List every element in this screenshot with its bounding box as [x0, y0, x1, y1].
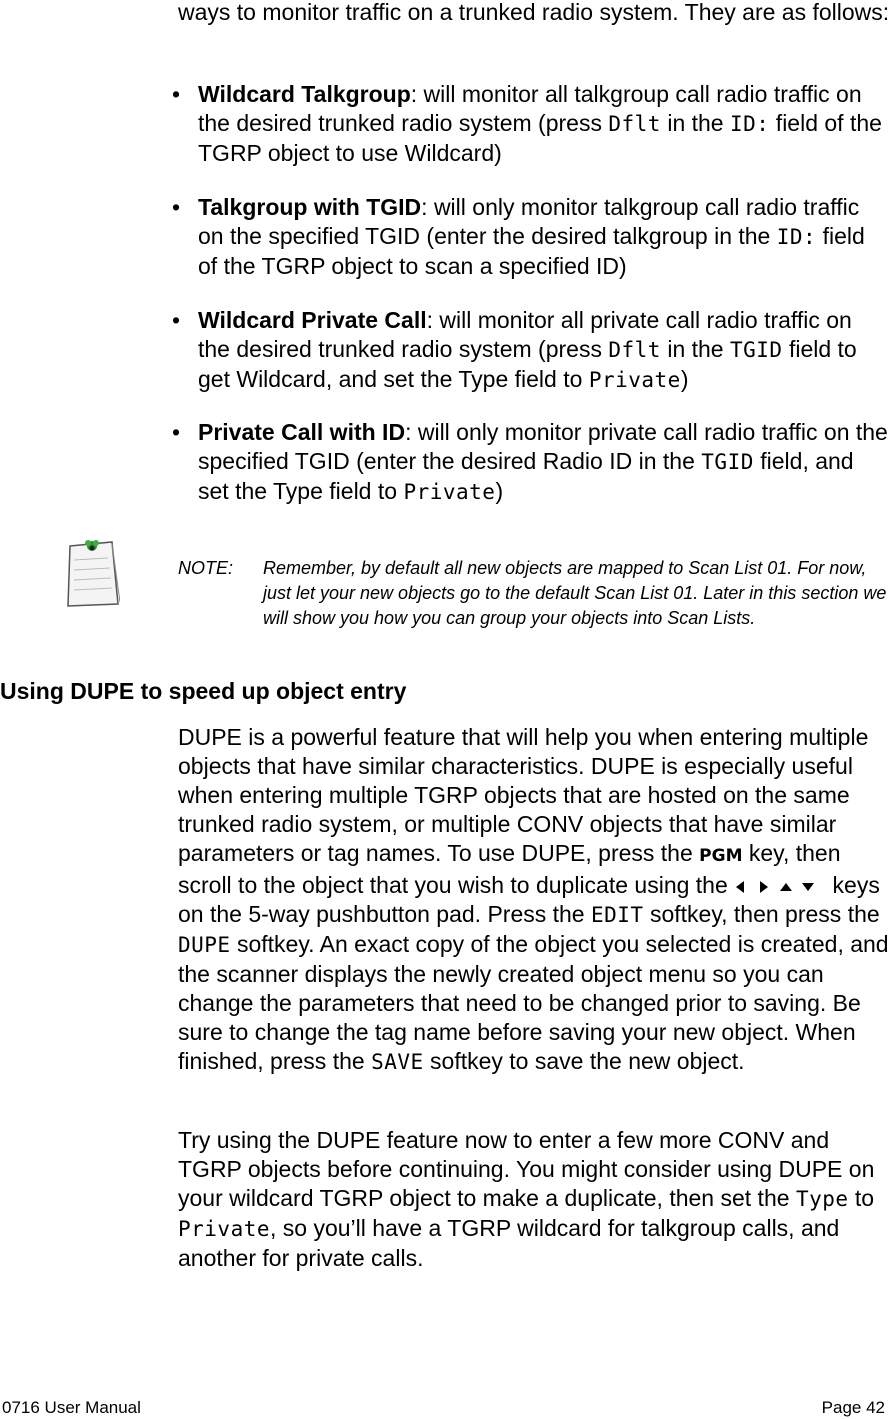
section-heading: Using DUPE to speed up object entry: [0, 678, 407, 704]
para-text: keys on the 5-way pushbutton pad. Press the: [178, 872, 880, 927]
bullet-text: : will monitor all private call radio traffic on the desired trunked radio system (press: [198, 307, 852, 362]
bullet-wildcard-talkgroup: [172, 80, 890, 168]
bullet-text: ): [680, 366, 689, 392]
note-block: [178, 556, 890, 631]
intro-paragraph: ways to monitor traffic on a trunked radio system. They are as follows:: [178, 0, 890, 25]
bullet-text: field of the TGRP object to use Wildcard): [198, 110, 882, 166]
note-paper-icon: [64, 536, 120, 610]
lcd-dupe: DUPE: [178, 933, 231, 957]
bullet-dot: •: [172, 307, 181, 333]
bullet-dot: •: [172, 194, 181, 220]
lcd-id: ID:: [776, 225, 817, 249]
dupe-paragraph: [178, 723, 890, 1077]
para-text: Try using the DUPE feature now to enter a few more CONV and TGRP objects before continuing. You might consider using DUPE on your wildcard TGRP object to make a duplicate, then set the: [178, 1127, 875, 1211]
bullet-term: Wildcard Talkgroup: [198, 81, 411, 107]
lcd-private: Private: [588, 368, 681, 392]
note-text: Remember, by default all new objects are mapped to Scan List 01. For now, just let your new objects go to the default Scan List 01. Later in this section we will show you how you can group your objects into Scan Lists.: [263, 558, 887, 628]
bullet-term: Talkgroup with TGID: [198, 194, 422, 220]
bullet-private-call-with-id: [172, 418, 890, 507]
bullet-text: field of the TGRP object to scan a specified ID): [198, 223, 865, 279]
lcd-tgid: TGID: [729, 338, 783, 362]
bullet-text: ): [495, 478, 504, 504]
bullet-dot: •: [172, 419, 181, 445]
lcd-tgid: TGID: [701, 450, 754, 474]
footer-manual-title: 0716 User Manual: [2, 1398, 141, 1417]
bullet-text: : will monitor all talkgroup call radio traffic on the desired trunked radio system (press: [198, 81, 862, 136]
lcd-private: Private: [178, 1217, 271, 1241]
bullet-text: : will only monitor private call radio traffic on the specified TGID (enter the desired Radio ID in the: [198, 419, 888, 474]
direction-arrows-icon: [734, 880, 826, 894]
para-text: to: [848, 1185, 875, 1211]
bullet-wildcard-private-call: [172, 306, 890, 395]
para-text: DUPE is a powerful feature that will help you when entering multiple objects that have similar characteristics. DUPE is especially useful when entering multiple TGRP objects that are hosted on the same trunked radio system, or multiple CONV objects that have similar parameters or tag names. To use DUPE, press the: [178, 724, 869, 866]
bullet-term: Private Call with ID: [198, 419, 406, 445]
para-text: softkey, then press the: [643, 901, 880, 927]
bullet-dot: •: [172, 81, 181, 107]
bullet-text: in the: [660, 110, 730, 136]
lcd-id: ID:: [729, 112, 770, 136]
lcd-private: Private: [403, 480, 496, 504]
bullet-talkgroup-with-tgid: [172, 193, 890, 281]
bullet-text: field, and set the Type field to: [198, 448, 854, 504]
lcd-edit: EDIT: [591, 903, 644, 927]
para-text: softkey. An exact copy of the object you selected is created, and the scanner displays the newly created object menu so you can change the parameters that need to be changed prior to saving. Be sure to change the tag name before saving your new object. When finished, press the: [178, 931, 889, 1074]
para-text: key, then scroll to the object that you wish to duplicate using the: [178, 840, 841, 898]
bullet-text: field to get Wildcard, and set the Type field to: [198, 336, 857, 392]
bullet-text: : will only monitor talkgroup call radio traffic on the specified TGID (enter the desired talkgroup in the: [198, 194, 860, 249]
para-text: softkey to save the new object.: [423, 1048, 745, 1074]
para-text: , so you’ll have a TGRP wildcard for talkgroup calls, and another for private calls.: [178, 1215, 840, 1271]
pgm-key: PGM: [699, 846, 743, 866]
lcd-save: SAVE: [371, 1050, 424, 1074]
lcd-dflt: Dflt: [608, 112, 661, 136]
bullet-text: in the: [660, 336, 730, 362]
bullet-term: Wildcard Private Call: [198, 307, 427, 333]
footer-page-number: Page 42: [821, 1398, 885, 1417]
note-label: NOTE:: [178, 558, 234, 578]
try-dupe-paragraph: [178, 1126, 890, 1273]
lcd-dflt: Dflt: [608, 338, 661, 362]
lcd-type: Type: [795, 1187, 849, 1211]
